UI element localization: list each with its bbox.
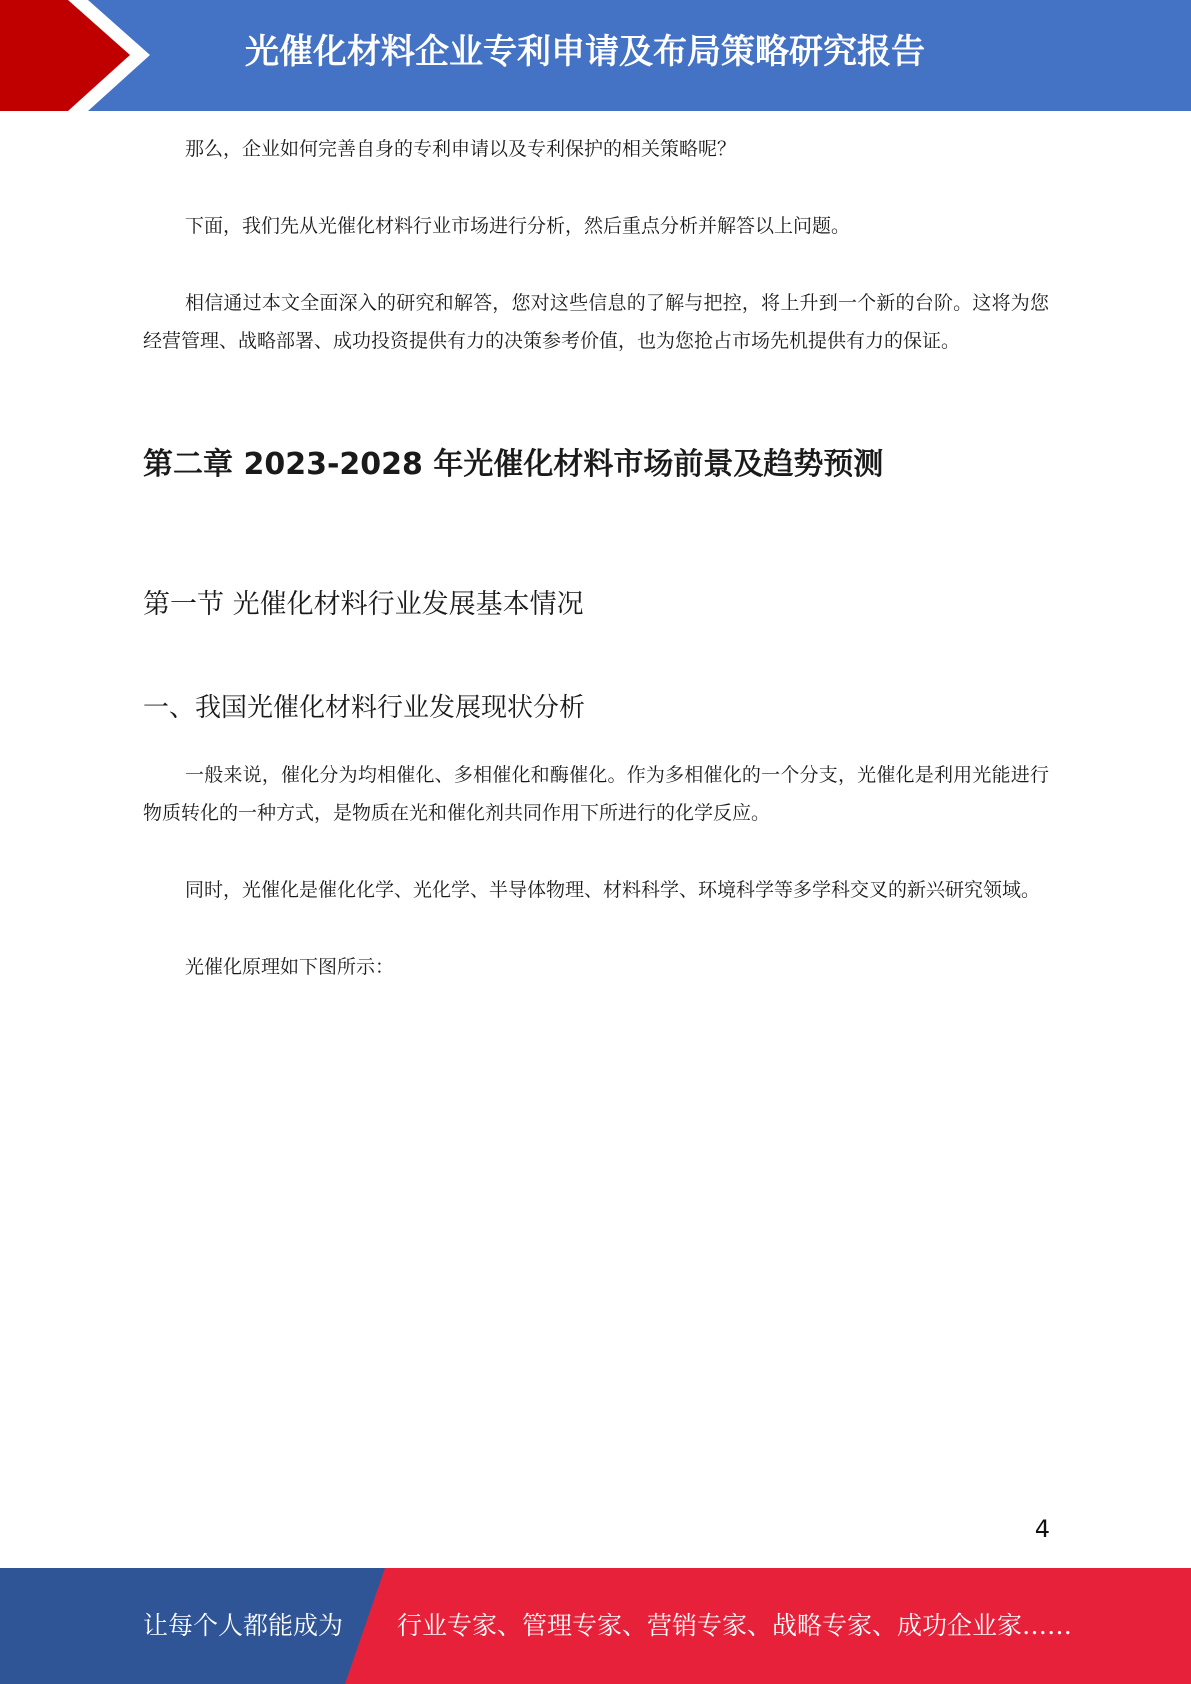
intro-block [143,130,1049,399]
report-title: 光催化材料企业专利申请及布局策略研究报告 [245,32,925,72]
page-number: 4 [1034,1515,1050,1543]
intro-paragraph: 相信通过本文全面深入的研究和解答，您对这些信息的了解与把控，将上升到一个新的台阶。这将为您经营管理、战略部署、成功投资提供有力的决策参考价值，也为您抢占市场先机提供有力的保证。 [143,292,1049,352]
chapter-heading: 第二章 2023-2028 年光催化材料市场前景及趋势预测 [143,447,884,482]
footer-slogan-right: 行业专家、管理专家、营销专家、战略专家、成功企业家…… [397,1611,1073,1640]
body-paragraph: 同时，光催化是催化化学、光化学、半导体物理、材料科学、环境科学等多学科交叉的新兴研究领域。 [185,879,1041,901]
page-footer [0,1568,1191,1684]
page-header [0,0,1191,111]
intro-paragraph: 那么，企业如何完善自身的专利申请以及专利保护的相关策略呢？ [185,138,737,160]
body-block [143,756,1049,1025]
section-heading: 第一节 光催化材料行业发展基本情况 [143,589,584,620]
footer-slogan-left: 让每个人都能成为 [143,1611,344,1640]
subsection-heading: 一、我国光催化材料行业发展现状分析 [143,693,586,723]
body-paragraph: 一般来说，催化分为均相催化、多相催化和酶催化。作为多相催化的一个分支，光催化是利用光能进行物质转化的一种方式，是物质在光和催化剂共同作用下所进行的化学反应。 [143,764,1049,824]
intro-paragraph: 下面，我们先从光催化材料行业市场进行分析，然后重点分析并解答以上问题。 [185,215,851,237]
body-paragraph: 光催化原理如下图所示： [185,956,395,978]
